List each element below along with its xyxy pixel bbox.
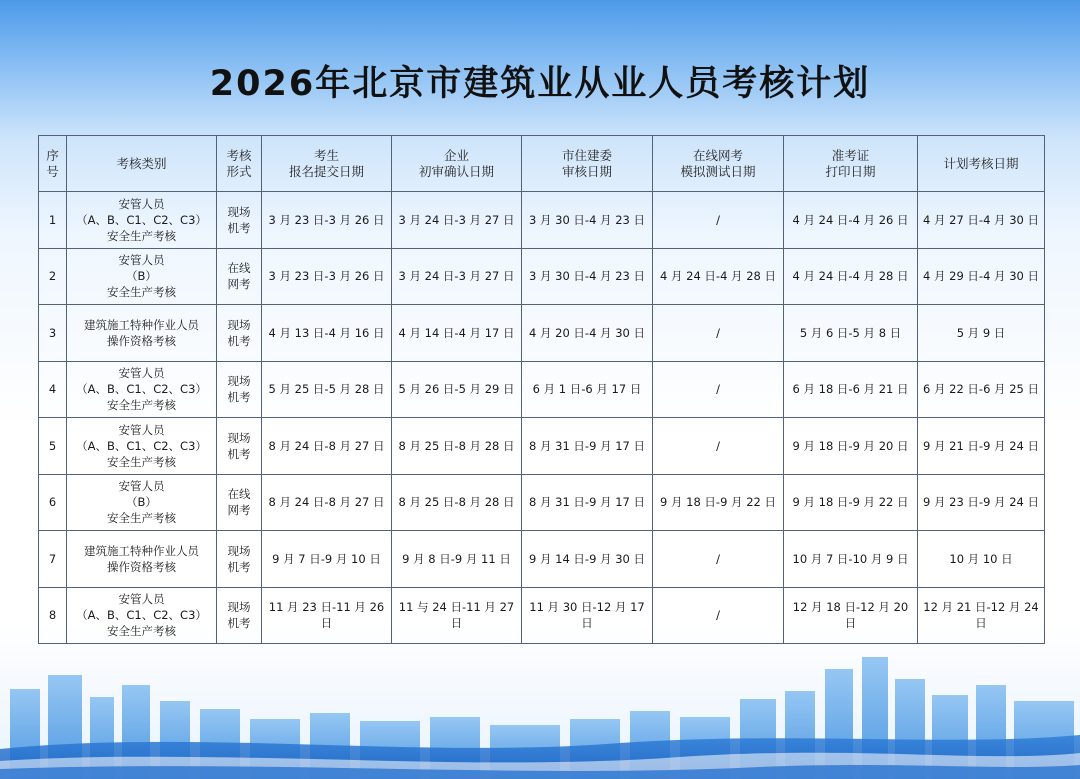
table-row — [39, 361, 1045, 418]
cell-category: 安管人员 （A、B、C1、C2、C3） 安全生产考核 — [67, 361, 217, 418]
cell-admission-print-date: 9 月 18 日-9 月 22 日 — [784, 474, 918, 531]
cell-registration-date: 8 月 24 日-8 月 27 日 — [262, 418, 392, 475]
exam-schedule-table-container — [38, 135, 1044, 644]
cell-admission-print-date: 10 月 7 日-10 月 9 日 — [784, 531, 918, 588]
header-company-review-date: 企业 初审确认日期 — [392, 136, 522, 192]
cell-index: 2 — [39, 248, 67, 305]
cell-registration-date: 4 月 13 日-4 月 16 日 — [262, 305, 392, 362]
cell-commission-review-date: 8 月 31 日-9 月 17 日 — [522, 418, 653, 475]
table-row — [39, 418, 1045, 475]
cell-registration-date: 8 月 24 日-8 月 27 日 — [262, 474, 392, 531]
cell-format: 现场 机考 — [217, 305, 262, 362]
cell-format: 现场 机考 — [217, 192, 262, 249]
exam-schedule-table — [38, 135, 1045, 644]
cell-company-review-date: 3 月 24 日-3 月 27 日 — [392, 248, 522, 305]
cell-category: 安管人员 （B） 安全生产考核 — [67, 474, 217, 531]
header-registration-date: 考生 报名提交日期 — [262, 136, 392, 192]
header-mock-test-date: 在线网考 模拟测试日期 — [653, 136, 784, 192]
cell-mock-test-date: / — [653, 531, 784, 588]
table-row — [39, 192, 1045, 249]
table-row — [39, 587, 1045, 644]
cell-index: 6 — [39, 474, 67, 531]
cell-category: 建筑施工特种作业人员 操作资格考核 — [67, 305, 217, 362]
cell-index: 8 — [39, 587, 67, 644]
cell-company-review-date: 8 月 25 日-8 月 28 日 — [392, 474, 522, 531]
cell-mock-test-date: 9 月 18 日-9 月 22 日 — [653, 474, 784, 531]
cell-registration-date: 11 月 23 日-11 月 26 日 — [262, 587, 392, 644]
cell-mock-test-date: 4 月 24 日-4 月 28 日 — [653, 248, 784, 305]
cell-registration-date: 5 月 25 日-5 月 28 日 — [262, 361, 392, 418]
cell-commission-review-date: 6 月 1 日-6 月 17 日 — [522, 361, 653, 418]
header-format: 考核 形式 — [217, 136, 262, 192]
cell-format: 现场 机考 — [217, 361, 262, 418]
cell-registration-date: 9 月 7 日-9 月 10 日 — [262, 531, 392, 588]
cell-category: 建筑施工特种作业人员 操作资格考核 — [67, 531, 217, 588]
cell-mock-test-date: / — [653, 361, 784, 418]
cell-company-review-date: 3 月 24 日-3 月 27 日 — [392, 192, 522, 249]
cell-category: 安管人员 （A、B、C1、C2、C3） 安全生产考核 — [67, 418, 217, 475]
cell-company-review-date: 4 月 14 日-4 月 17 日 — [392, 305, 522, 362]
cell-format: 在线 网考 — [217, 474, 262, 531]
cell-commission-review-date: 3 月 30 日-4 月 23 日 — [522, 248, 653, 305]
cell-exam-date: 12 月 21 日-12 月 24 日 — [918, 587, 1045, 644]
cell-company-review-date: 9 月 8 日-9 月 11 日 — [392, 531, 522, 588]
cell-mock-test-date: / — [653, 587, 784, 644]
table-row — [39, 248, 1045, 305]
cell-admission-print-date: 12 月 18 日-12 月 20 日 — [784, 587, 918, 644]
page-title: 2026年北京市建筑业从业人员考核计划 — [209, 64, 871, 104]
cell-category: 安管人员 （A、B、C1、C2、C3） 安全生产考核 — [67, 587, 217, 644]
cell-registration-date: 3 月 23 日-3 月 26 日 — [262, 192, 392, 249]
cell-exam-date: 6 月 22 日-6 月 25 日 — [918, 361, 1045, 418]
cell-commission-review-date: 11 月 30 日-12 月 17 日 — [522, 587, 653, 644]
table-row — [39, 531, 1045, 588]
header-index: 序 号 — [39, 136, 67, 192]
cell-exam-date: 9 月 21 日-9 月 24 日 — [918, 418, 1045, 475]
cell-commission-review-date: 4 月 20 日-4 月 30 日 — [522, 305, 653, 362]
cell-mock-test-date: / — [653, 418, 784, 475]
cell-mock-test-date: / — [653, 192, 784, 249]
cell-format: 现场 机考 — [217, 531, 262, 588]
cell-admission-print-date: 4 月 24 日-4 月 28 日 — [784, 248, 918, 305]
cell-admission-print-date: 4 月 24 日-4 月 26 日 — [784, 192, 918, 249]
cell-commission-review-date: 8 月 31 日-9 月 17 日 — [522, 474, 653, 531]
cell-exam-date: 4 月 29 日-4 月 30 日 — [918, 248, 1045, 305]
header-admission-print-date: 准考证 打印日期 — [784, 136, 918, 192]
header-commission-review-date: 市住建委 审核日期 — [522, 136, 653, 192]
cell-category: 安管人员 （A、B、C1、C2、C3） 安全生产考核 — [67, 192, 217, 249]
cell-commission-review-date: 9 月 14 日-9 月 30 日 — [522, 531, 653, 588]
cell-admission-print-date: 5 月 6 日-5 月 8 日 — [784, 305, 918, 362]
cell-company-review-date: 8 月 25 日-8 月 28 日 — [392, 418, 522, 475]
table-row — [39, 305, 1045, 362]
cell-index: 4 — [39, 361, 67, 418]
cell-category: 安管人员 （B） 安全生产考核 — [67, 248, 217, 305]
cell-admission-print-date: 6 月 18 日-6 月 21 日 — [784, 361, 918, 418]
cell-index: 7 — [39, 531, 67, 588]
header-category: 考核类别 — [67, 136, 217, 192]
cell-format: 现场 机考 — [217, 418, 262, 475]
cell-registration-date: 3 月 23 日-3 月 26 日 — [262, 248, 392, 305]
cell-commission-review-date: 3 月 30 日-4 月 23 日 — [522, 192, 653, 249]
cell-company-review-date: 11 与 24 日-11 月 27 日 — [392, 587, 522, 644]
table-row — [39, 474, 1045, 531]
cell-index: 3 — [39, 305, 67, 362]
cell-format: 在线 网考 — [217, 248, 262, 305]
table-header-row — [39, 136, 1045, 192]
cell-exam-date: 4 月 27 日-4 月 30 日 — [918, 192, 1045, 249]
cell-exam-date: 9 月 23 日-9 月 24 日 — [918, 474, 1045, 531]
cell-admission-print-date: 9 月 18 日-9 月 20 日 — [784, 418, 918, 475]
cell-company-review-date: 5 月 26 日-5 月 29 日 — [392, 361, 522, 418]
cell-format: 现场 机考 — [217, 587, 262, 644]
header-exam-date: 计划考核日期 — [918, 136, 1045, 192]
city-skyline-decoration — [0, 639, 1080, 779]
cell-index: 5 — [39, 418, 67, 475]
cell-mock-test-date: / — [653, 305, 784, 362]
cell-index: 1 — [39, 192, 67, 249]
cell-exam-date: 10 月 10 日 — [918, 531, 1045, 588]
cell-exam-date: 5 月 9 日 — [918, 305, 1045, 362]
